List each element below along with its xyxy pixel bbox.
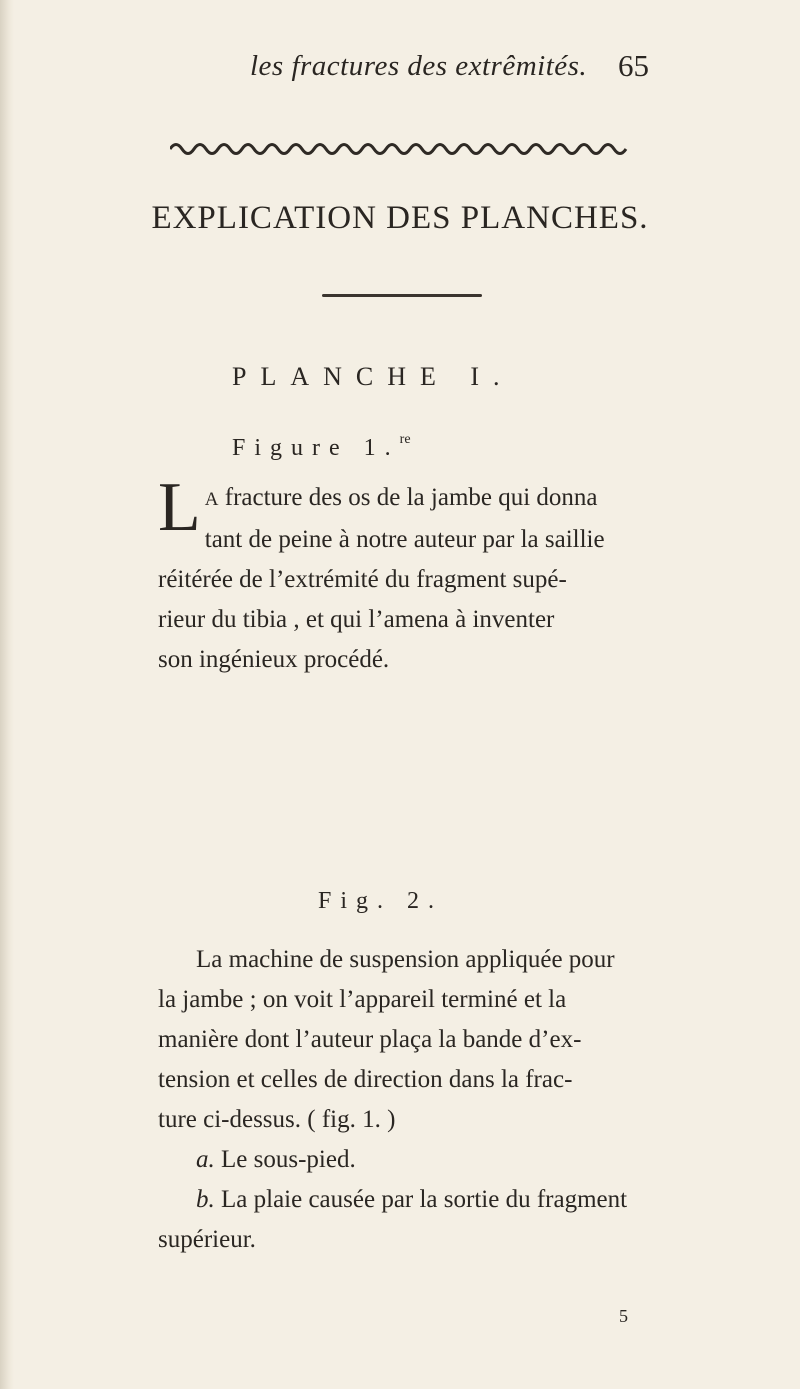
- item-text: Le sous-pied.: [214, 1146, 356, 1173]
- text-line: La machine de suspension appliquée pour: [196, 946, 615, 973]
- plate-heading: PLANCHE I.: [232, 362, 514, 391]
- item-text: La plaie causée par la sortie du fragment: [214, 1186, 628, 1213]
- signature-mark: 5: [619, 1306, 628, 1326]
- figure-2-heading: Fig. 2.: [318, 888, 444, 914]
- text-line: ture ci-dessus. ( fig. 1. ): [158, 1106, 396, 1133]
- first-word-rest: A: [204, 489, 219, 510]
- text-line: supérieur.: [158, 1226, 256, 1253]
- page-number: 65: [618, 48, 649, 83]
- text-line: rieur du tibia , et qui l’amena à inventer: [158, 606, 555, 633]
- legend-item-b: [158, 1180, 658, 1220]
- drop-cap: L: [158, 469, 201, 546]
- text-line: son ingénieux procédé.: [158, 646, 390, 673]
- decorative-rule: [322, 294, 482, 297]
- item-letter: a.: [196, 1146, 215, 1173]
- section-title: EXPLICATION DES PLANCHES.: [151, 200, 649, 236]
- running-title: les fractures des extrêmités.: [250, 50, 588, 82]
- item-letter: b.: [196, 1186, 215, 1213]
- text-line: tant de peine à notre auteur par la saillie: [204, 526, 605, 553]
- running-head: [0, 50, 800, 90]
- text-line: manière dont l’auteur plaça la bande d’ex-: [158, 1026, 582, 1053]
- figure-1-heading: [232, 432, 411, 462]
- text-line: tension et celles de direction dans la frac-: [158, 1066, 573, 1093]
- text-line: réitérée de l’extrémité du fragment supé-: [158, 566, 567, 593]
- ornamental-border: [170, 138, 640, 160]
- legend-item-a: [158, 1140, 658, 1180]
- figure-1-ordinal: re: [399, 432, 411, 447]
- figure-2-paragraph: [158, 940, 658, 1260]
- line-text: fracture des os de la jambe qui donna: [218, 484, 598, 511]
- text-line: la jambe ; on voit l’appareil terminé et la: [158, 986, 567, 1013]
- figure-1-paragraph: [158, 469, 658, 680]
- figure-1-heading-text: Figure 1.: [232, 435, 400, 461]
